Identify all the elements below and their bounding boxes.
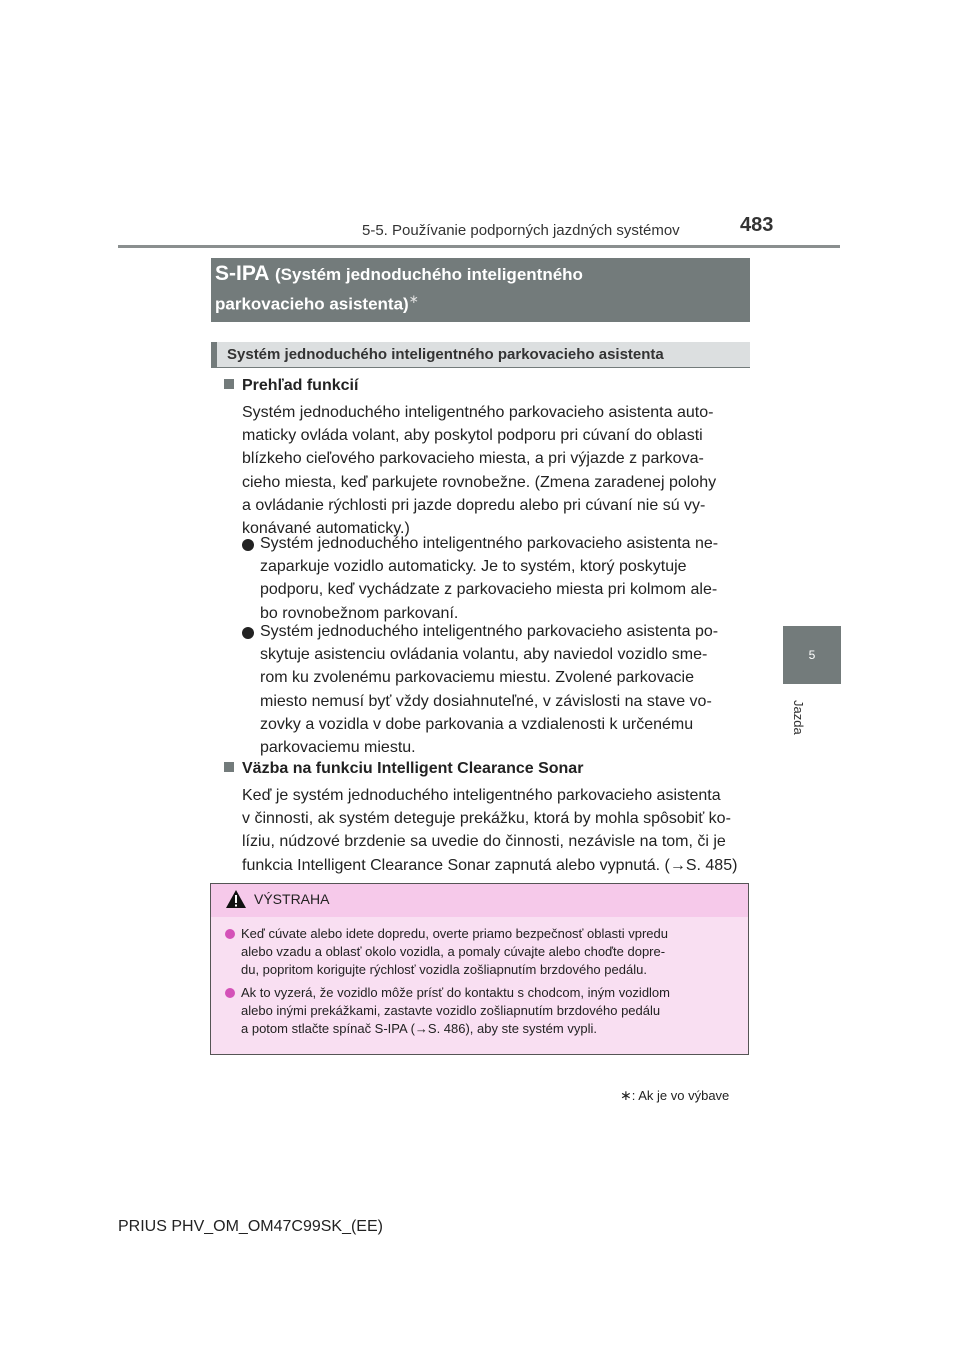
warning-bullet-icon [225, 929, 235, 939]
section-heading [224, 760, 583, 778]
para-line: maticky ovláda volant, aby poskytol podporu pri cúvaní do oblasti [242, 427, 703, 445]
chapter-label: Jazda [791, 700, 806, 735]
warning-line: a potom stlačte spínač S-IPA (→S. 486), aby ste systém vypli. [241, 1021, 597, 1036]
warning-line: Keď cúvate alebo idete dopredu, overte priamo bezpečnosť oblasti vpredu [241, 926, 668, 941]
page-number: 483 [740, 214, 774, 236]
bullet-dot-icon [242, 627, 254, 639]
warning-line: du, popritom korigujte rýchlosť vozidla zošliapnutím brzdového pedálu. [241, 962, 647, 977]
para-line: Systém jednoduchého inteligentného parkovacieho asistenta auto- [242, 404, 714, 421]
title-paren-line1: (Systém jednoduchého inteligentného [275, 265, 583, 284]
para-line: cieho miesta, keď parkujete rovnobežne. (Zmena zaradenej polohy [242, 473, 717, 491]
section-paragraph [242, 401, 744, 540]
chapter-tab: 5 [783, 626, 841, 684]
warning-triangle-icon [225, 889, 247, 909]
bullet-line: podporu, keď vychádzate z parkovacieho miesta pri kolmom ale- [260, 581, 718, 599]
bullet-line: bo rovnobežnom parkovaní. [260, 604, 459, 622]
bullet-line: parkovaciemu miestu. [260, 739, 416, 757]
bullet-line: skytuje asistenciu ovládania volantu, aby naviedol vozidlo sme- [260, 646, 708, 664]
para-line: funkcia Intelligent Clearance Sonar zapnutá alebo vypnutá. (→S. 485) [242, 856, 738, 874]
para-line: blízkeho cieľového parkovacieho miesta, a pri výjazde z parkova- [242, 450, 704, 468]
footnote [620, 1087, 729, 1104]
section-heading [224, 377, 358, 395]
running-header: 5-5. Používanie podporných jazdných systémov [362, 222, 680, 239]
bullet-line: zovky a vozidla v dobe parkovania a vzdialenosti k určenému [260, 715, 694, 733]
section-paragraph [242, 784, 744, 877]
warning-item [241, 925, 742, 979]
para-line: líziu, núdzové brzdenie sa uvedie do činnosti, nezávisle na tom, či je [242, 833, 726, 851]
document-code: PRIUS PHV_OM_OM47C99SK_(EE) [118, 1218, 383, 1235]
para-line: konávané automaticky.) [242, 520, 410, 538]
warning-line: Ak to vyzerá, že vozidlo môže prísť do kontaktu s chodcom, iným vozidlom [241, 985, 670, 1000]
footnote-asterisk: ∗ [620, 1087, 632, 1103]
bullet-dot-icon [242, 539, 254, 551]
bullet-line: miesto nemusí byť vždy dosiahnuteľné, v závislosti na stave vo- [260, 692, 712, 710]
title-main: S-IPA [215, 262, 270, 285]
section-heading-text: Prehľad funkcií [242, 377, 359, 394]
warning-line: alebo inými prekážkami, zastavte vozidlo zošliapnutím brzdového pedálu [241, 1003, 661, 1018]
warning-line: alebo vzadu a oblasť okolo vozidla, a pomaly cúvajte alebo choďte dopre- [241, 944, 666, 959]
bullet-item [260, 620, 744, 759]
square-bullet-icon [224, 379, 234, 389]
para-line: Keď je systém jednoduchého inteligentného parkovacieho asistenta [242, 787, 721, 804]
title-paren-line2: parkovacieho asistenta) [215, 294, 409, 314]
page-title [211, 258, 750, 322]
para-line: v činnosti, ak systém deteguje prekážku, ktorá by mohla spôsobiť ko- [242, 810, 731, 828]
para-line: a ovládanie rýchlosti pri jazde dopredu alebo pri cúvaní nie sú vy- [242, 496, 706, 514]
bullet-line: Systém jednoduchého inteligentného parkovacieho asistenta ne- [260, 535, 719, 552]
warning-bullet-icon [225, 988, 235, 998]
bullet-line: zaparkuje vozidlo automaticky. Je to systém, ktorý poskytuje [260, 558, 687, 576]
subtitle-text: Systém jednoduchého inteligentného parkovacieho asistenta [227, 346, 664, 363]
subtitle-bar [211, 342, 750, 368]
header-rule [118, 245, 840, 248]
bullet-line: rom ku zvolenému parkovaciemu miestu. Zvolené parkovacie [260, 669, 694, 687]
title-asterisk: ∗ [408, 292, 419, 306]
footnote-text: : Ak je vo výbave [631, 1088, 730, 1103]
bullet-line: Systém jednoduchého inteligentného parkovacieho asistenta po- [260, 623, 719, 640]
square-bullet-icon [224, 762, 234, 772]
warning-title: VÝSTRAHA [254, 891, 330, 907]
section-heading-text: Väzba na funkciu Intelligent Clearance Sonar [242, 760, 584, 777]
bullet-item [260, 532, 744, 625]
warning-item [241, 984, 742, 1038]
